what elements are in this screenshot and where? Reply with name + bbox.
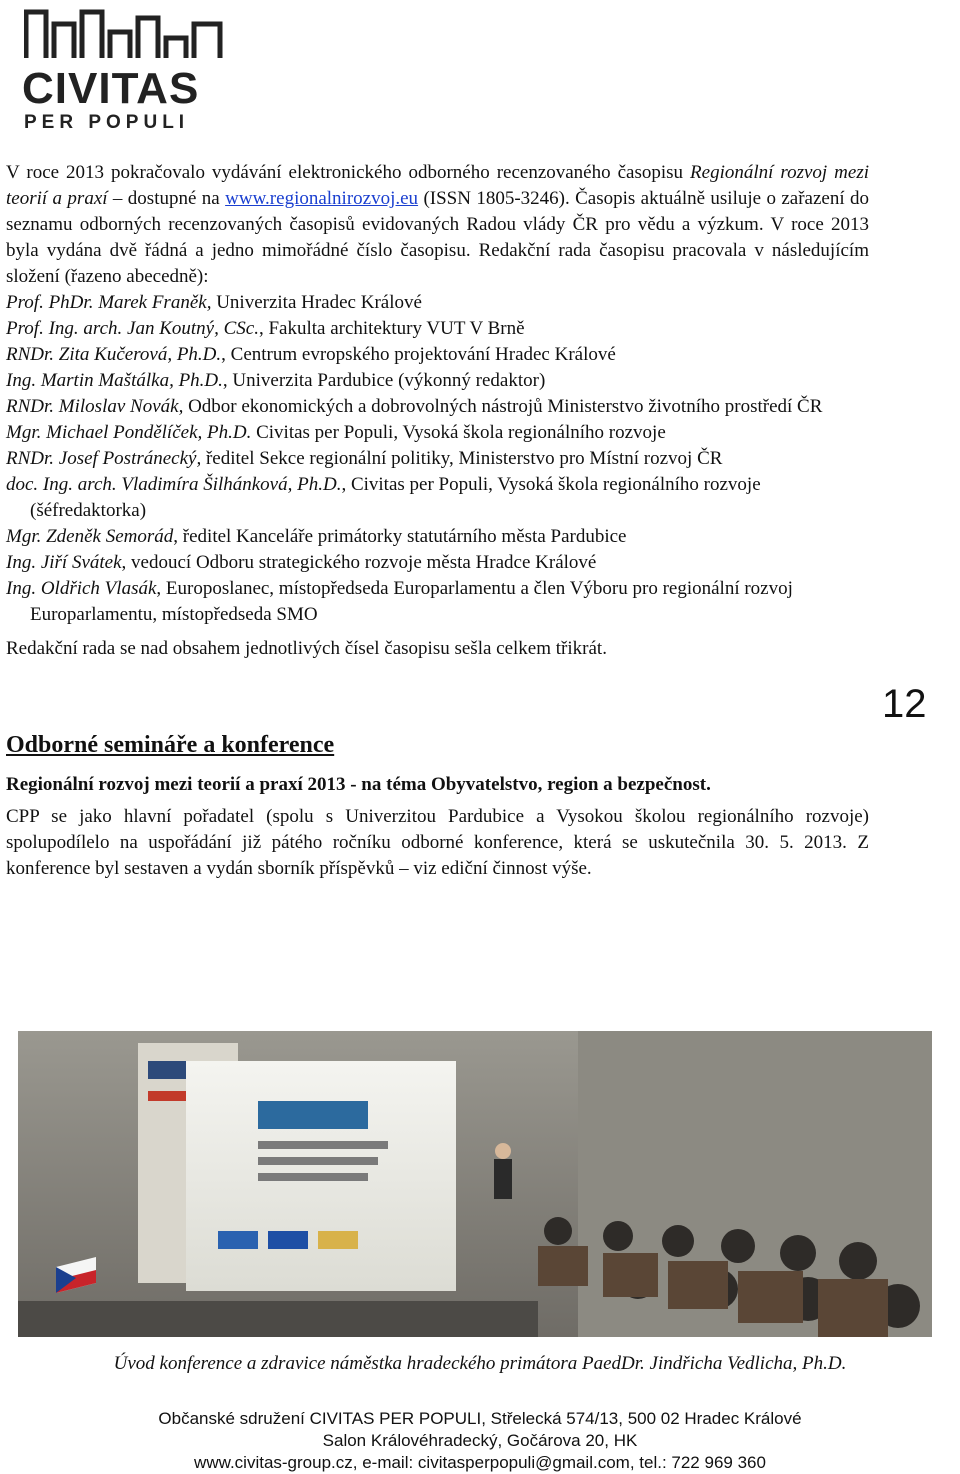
board-member [6, 394, 869, 420]
member-name: Ing. Martin Maštálka, Ph.D. [6, 370, 223, 391]
board-member [6, 420, 869, 446]
board-member [6, 550, 869, 576]
member-name: Mgr. Zdeněk Semorád [6, 526, 174, 547]
logo [22, 6, 242, 136]
board-member [6, 342, 869, 368]
member-name: RNDr. Miloslav Novák, [6, 396, 184, 417]
member-role: , ředitel Kanceláře primátorky statutárního města Pardubice [173, 526, 627, 547]
member-role: , Civitas per Populi, Vysoká škola regionálního rozvoje (šéfredaktorka) [30, 474, 761, 521]
board-member [6, 290, 869, 316]
member-role: Univerzita Hradec Králové [211, 292, 422, 313]
member-role: , vedoucí Odboru strategického rozvoje města Hradce Králové [121, 552, 597, 573]
member-name: Ing. Jiří Svátek [6, 552, 122, 573]
member-name: Mgr. Michael Pondělíček, Ph.D. [6, 422, 252, 443]
board-member [6, 576, 869, 628]
board-member [6, 368, 869, 394]
journal-link[interactable]: www.regionalnirozvoj.eu [225, 188, 419, 209]
conference-photo [18, 1031, 932, 1337]
editorial-board-list [6, 290, 869, 628]
member-name: Ing. Oldřich Vlasák [6, 578, 157, 599]
intro-text-c: (ISSN 1805-3246). Časopis aktuálně usiluje o zařazení do seznamu odborných recenzovaných časopisů evidovaných Radou vlády ČR pro vědu a výzkum. V roce 2013 byla vydána dvě řádná a jedno mimořádné číslo časopisu. Redakční rada časopisu pracovala v následujícím složení (řazeno abecedně): [6, 188, 869, 287]
board-member [6, 472, 869, 524]
member-role: Odbor ekonomických a dobrovolných nástrojů Ministerstvo životního prostředí ČR [183, 396, 823, 417]
member-role: , Univerzita Pardubice (výkonný redaktor) [222, 370, 546, 391]
logo-mark-icon [24, 8, 224, 62]
footer-salon: Salon Královéhradecký, Gočárova 20, HK [322, 1431, 638, 1450]
intro-paragraph [6, 160, 869, 290]
conference-title: Regionální rozvoj mezi teorií a praxí 2013 - na téma Obyvatelstvo, region a bezpečnost. [6, 774, 711, 795]
footer [0, 1408, 960, 1474]
intro-text-a: V roce 2013 pokračovalo vydávání elektronického odborného recenzovaného časopisu [6, 162, 691, 183]
member-name: RNDr. Josef Postránecký, [6, 448, 202, 469]
board-member [6, 316, 869, 342]
member-name: Prof. Ing. arch. Jan Koutný, CSc. [6, 318, 259, 339]
member-role: , Europoslanec, místopředseda Europarlamentu a člen Výboru pro regionální rozvoj Europarlamentu, místopředseda SMO [30, 578, 793, 625]
conference-photo-image [18, 1031, 932, 1337]
conference-paragraph: CPP se jako hlavní pořadatel (spolu s Univerzitou Pardubice a Vysokou školou regionálního rozvoje) spolupodílelo na uspořádání již pátého ročníku odborné konference, která se uskutečnila 30. 5. 2013. Z konference byl sestaven a vydán sborník příspěvků – viz ediční činnost výše. [6, 806, 869, 879]
member-name: RNDr. Zita Kučerová, Ph.D. [6, 344, 222, 365]
member-role: , Fakulta architektury VUT V Brně [258, 318, 525, 339]
member-name: doc. Ing. arch. Vladimíra Šilhánková, Ph.D. [6, 474, 342, 495]
logo-subtitle: PER POPULI [24, 112, 190, 133]
member-role: ředitel Sekce regionální politiky, Ministerstvo pro Místní rozvoj ČR [201, 448, 723, 469]
board-member [6, 446, 869, 472]
member-role: , Centrum evropského projektování Hradec Králové [221, 344, 616, 365]
closing-paragraph: Redakční rada se nad obsahem jednotlivých čísel časopisu sešla celkem třikrát. [6, 638, 607, 659]
page-number: 12 [882, 682, 927, 726]
logo-name: CIVITAS [22, 64, 200, 113]
footer-contact: www.civitas-group.cz, e-mail: civitasperpopuli@gmail.com, tel.: 722 969 360 [194, 1453, 766, 1472]
section-heading: Odborné semináře a konference [6, 732, 335, 758]
member-role: Civitas per Populi, Vysoká škola regionálního rozvoje [251, 422, 666, 443]
journal-title: Regionální rozvoj mezi teorií a praxí [6, 162, 870, 209]
document-body [6, 160, 869, 882]
footer-address: Občanské sdružení CIVITAS PER POPULI, Střelecká 574/13, 500 02 Hradec Králové [158, 1409, 802, 1428]
photo-caption: Úvod konference a zdravice náměstka hradeckého primátora PaedDr. Jindřicha Vedlicha, Ph.D. [113, 1353, 847, 1374]
intro-text-b: – dostupné na [107, 188, 226, 209]
board-member [6, 524, 869, 550]
member-name: Prof. PhDr. Marek Franěk, [6, 292, 212, 313]
